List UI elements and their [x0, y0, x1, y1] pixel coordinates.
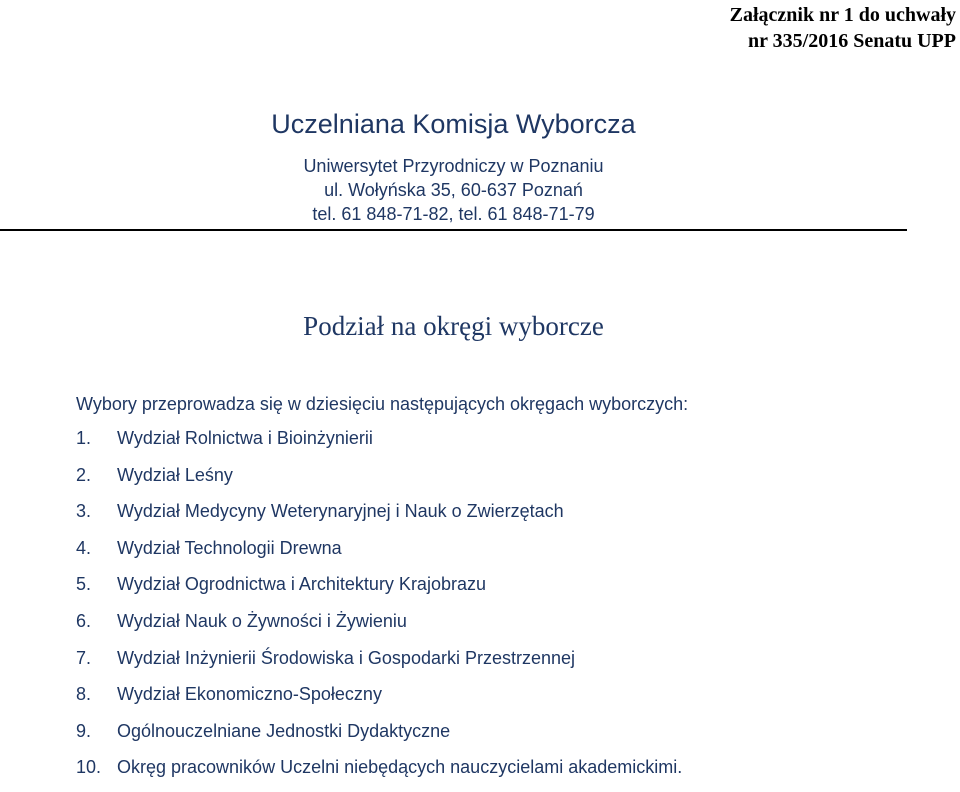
annex-reference — [730, 2, 956, 54]
annex-line-2: nr 335/2016 Senatu UPP — [748, 30, 956, 52]
document-title: Podział na okręgi wyborcze — [303, 311, 604, 341]
district-list — [76, 426, 682, 792]
list-item-number: 7. — [76, 647, 92, 668]
list-item-number: 5. — [76, 574, 92, 595]
list-item-text: Wydział Ogrodnictwa i Architektury Krajobrazu — [117, 574, 486, 595]
list-item-text: Ogólnouczelniane Jednostki Dydaktyczne — [117, 720, 451, 741]
annex-line-1: Załącznik nr 1 do uchwały — [729, 4, 956, 26]
intro-paragraph: Wybory przeprowadza się w dziesięciu następujących okręgach wyborczych: — [76, 394, 689, 414]
list-item-number: 1. — [76, 428, 92, 448]
list-item-text: Okręg pracowników Uczelni niebędących nauczycielami akademickimi. — [117, 757, 683, 778]
list-item-number: 6. — [76, 610, 92, 631]
list-item-text: Wydział Ekonomiczno-Społeczny — [117, 684, 382, 705]
university-name: Uniwersytet Przyrodniczy w Poznaniu — [303, 156, 604, 176]
phone-numbers: tel. 61 848-71-82, tel. 61 848-71-79 — [312, 204, 595, 224]
list-item — [76, 646, 682, 683]
list-item-number: 8. — [76, 684, 92, 705]
list-item — [76, 499, 682, 536]
commission-name: Uczelniana Komisja Wyborcza — [271, 109, 636, 139]
list-item — [76, 719, 682, 756]
list-item-number: 9. — [76, 720, 92, 741]
list-item — [76, 463, 682, 500]
list-item-text: Wydział Inżynierii Środowiska i Gospodarki Przestrzennej — [117, 647, 576, 668]
list-item-number: 2. — [76, 464, 92, 485]
header-divider — [0, 229, 907, 231]
list-item-text: Wydział Technologii Drewna — [117, 537, 342, 558]
street-address: ul. Wołyńska 35, 60-637 Poznań — [324, 180, 583, 200]
list-item-number: 4. — [76, 537, 92, 558]
list-item-text: Wydział Rolnictwa i Bioinżynierii — [117, 428, 373, 448]
list-item — [76, 536, 682, 573]
list-item-text: Wydział Medycyny Weterynaryjnej i Nauk o Zwierzętach — [117, 501, 564, 522]
list-item-number: 10. — [76, 757, 102, 778]
list-item — [76, 426, 682, 463]
list-item-text: Wydział Nauk o Żywności i Żywieniu — [117, 610, 407, 631]
list-item — [76, 755, 682, 792]
list-item — [76, 609, 682, 646]
list-item — [76, 572, 682, 609]
list-item — [76, 682, 682, 719]
list-item-number: 3. — [76, 501, 92, 522]
address-block — [0, 154, 907, 226]
list-item-text: Wydział Leśny — [117, 464, 233, 485]
